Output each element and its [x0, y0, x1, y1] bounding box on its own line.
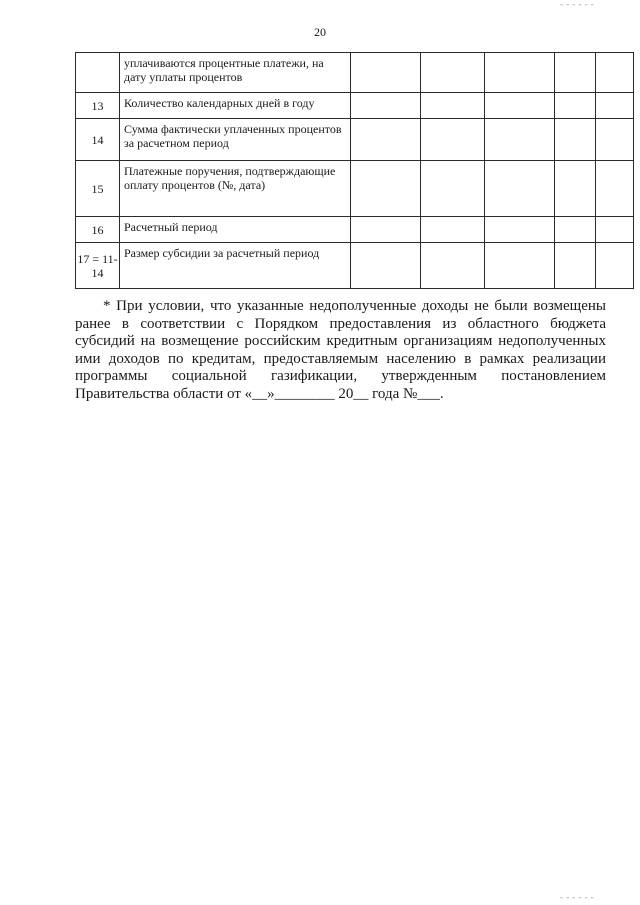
table-cell [596, 53, 634, 93]
table-cell [555, 161, 596, 217]
scan-artifact: ‑ ‑ ‑ ‑ ‑ ‑ [560, 893, 594, 903]
table-cell [596, 217, 634, 243]
table-cell [555, 217, 596, 243]
table-cell [555, 119, 596, 161]
table-cell [485, 93, 555, 119]
row-number [76, 53, 120, 93]
row-description: Количество календарных дней в году [120, 93, 351, 119]
page-number: 20 [314, 25, 326, 39]
table-cell [485, 119, 555, 161]
row-description: Платежные поручения, подтверждающие оплату процентов (№, дата) [120, 161, 351, 217]
table-cell [351, 93, 421, 119]
row-description: уплачиваются процентные платежи, на дату уплаты процентов [120, 53, 351, 93]
row-number: 14 [76, 119, 120, 161]
table-cell [485, 243, 555, 289]
footnote-text: * При условии, что указанные недополученные доходы не были возмещены ранее в соответствии с Порядком предоставления из областного бюджета субсидий на возмещение российским кредитным организациям недополученных ими доходов по кредитам, предоставляемым населению в рамках реализации программы социальной газификации, утвержденным постановлением Правительства области от «__»________ 20__ года №___. [75, 298, 606, 402]
table-cell [351, 53, 421, 93]
table-cell [351, 161, 421, 217]
table-row [76, 243, 634, 289]
table-row [76, 93, 634, 119]
row-description: Сумма фактически уплаченных процентов за расчетном период [120, 119, 351, 161]
row-number: 17 = 11-14 [76, 243, 120, 289]
table-cell [485, 217, 555, 243]
table-cell [351, 119, 421, 161]
table-cell [421, 217, 485, 243]
row-number: 15 [76, 161, 120, 217]
table-row [76, 161, 634, 217]
table-cell [555, 53, 596, 93]
table-cell [421, 93, 485, 119]
table-cell [421, 161, 485, 217]
table-cell [555, 93, 596, 119]
table-cell [421, 243, 485, 289]
footnote [75, 298, 606, 403]
table-cell [596, 161, 634, 217]
table-row [76, 119, 634, 161]
table-cell [596, 243, 634, 289]
table-cell [351, 243, 421, 289]
row-description: Размер субсидии за расчетный период [120, 243, 351, 289]
table-cell [421, 53, 485, 93]
table-row [76, 53, 634, 93]
row-description: Расчетный период [120, 217, 351, 243]
row-number: 13 [76, 93, 120, 119]
table-cell [555, 243, 596, 289]
table-cell [351, 217, 421, 243]
table-row [76, 217, 634, 243]
data-table [75, 52, 634, 289]
table-cell [485, 53, 555, 93]
row-number: 16 [76, 217, 120, 243]
table-cell [485, 161, 555, 217]
table-cell [596, 93, 634, 119]
scan-artifact: ‑ ‑ ‑ ‑ ‑ ‑ [560, 0, 594, 10]
table-cell [421, 119, 485, 161]
table-cell [596, 119, 634, 161]
